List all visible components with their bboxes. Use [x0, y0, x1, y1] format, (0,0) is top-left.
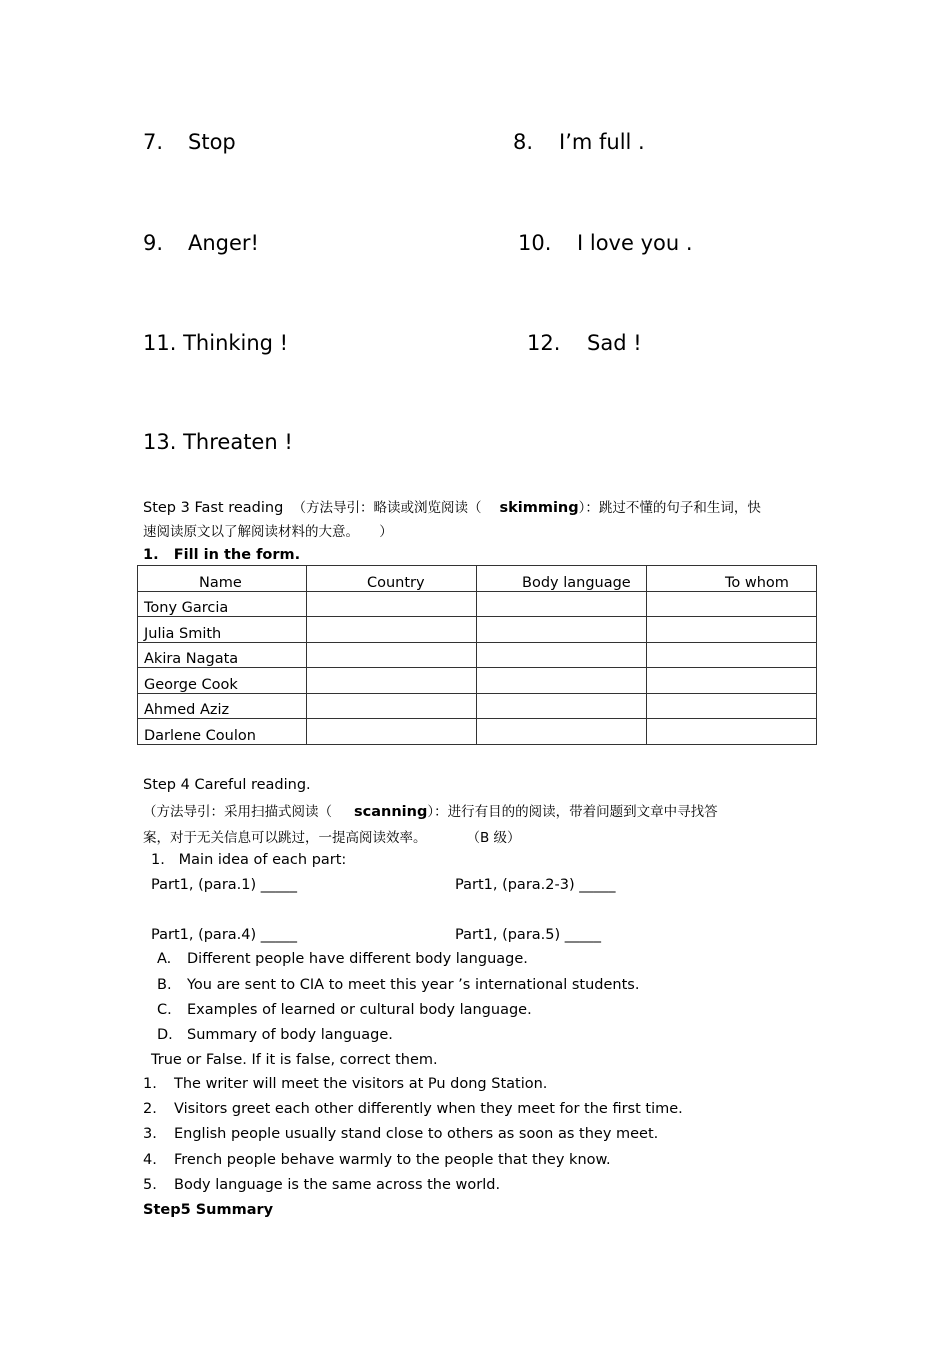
table-row [138, 642, 817, 668]
country-cell[interactable] [307, 693, 477, 719]
fill-form-task: 1. Fill in the form. [143, 547, 301, 563]
main-idea-task: 1. Main idea of each part: [151, 852, 347, 868]
option-item: B. You are sent to CIA to meet this year ’s international students. [157, 977, 640, 993]
header-country: Country [307, 566, 477, 592]
to-whom-cell[interactable] [647, 617, 817, 643]
fill-in-form-table [137, 565, 817, 745]
body-language-cell[interactable] [477, 668, 647, 694]
body-language-cell[interactable] [477, 642, 647, 668]
country-cell[interactable] [307, 642, 477, 668]
name-cell: Darlene Coulon [138, 719, 307, 745]
to-whom-cell[interactable] [647, 642, 817, 668]
emotion-item: 8. I’m full . [513, 130, 645, 154]
part-blank[interactable]: Part1, (para.2-3) _____ [455, 877, 616, 893]
tf-item: 3. English people usually stand close to others as soon as they meet. [143, 1126, 659, 1142]
table-row [138, 668, 817, 694]
tf-item: 4. French people behave warmly to the people that they know. [143, 1152, 611, 1168]
level-label: （B 级） [466, 830, 521, 846]
table-row [138, 591, 817, 617]
name-cell: Tony Garcia [138, 591, 307, 617]
header-to-whom: To whom [647, 566, 817, 592]
step4-heading: Step 4 Careful reading. [143, 777, 311, 793]
body-language-cell[interactable] [477, 719, 647, 745]
step3-heading: Step 3 Fast reading （方法导引：略读或浏览阅读（ skimming）：跳过不懂的句子和生词，快 [143, 500, 761, 516]
body-language-cell[interactable] [477, 693, 647, 719]
body-language-cell[interactable] [477, 591, 647, 617]
body-language-cell[interactable] [477, 617, 647, 643]
emotion-item: 11. Thinking ! [143, 331, 289, 355]
table-row [138, 693, 817, 719]
option-item: C. Examples of learned or cultural body language. [157, 1002, 532, 1018]
tf-item: 1. The writer will meet the visitors at Pu dong Station. [143, 1076, 548, 1092]
emotion-item: 13. Threaten ! [143, 430, 293, 454]
emotion-item: 12. Sad ! [527, 331, 642, 355]
option-item: D. Summary of body language. [157, 1027, 393, 1043]
step4-guide-line2: 案，对于无关信息可以跳过，一提高阅读效率。 （B 级） [143, 830, 521, 846]
step5-heading: Step5 Summary [143, 1202, 274, 1218]
tf-item: 5. Body language is the same across the world. [143, 1177, 501, 1193]
tf-item: 2. Visitors greet each other differently when they meet for the first time. [143, 1101, 683, 1117]
to-whom-cell[interactable] [647, 668, 817, 694]
emotion-item: 7. Stop [143, 130, 236, 154]
true-false-heading: True or False. If it is false, correct them. [151, 1052, 438, 1068]
to-whom-cell[interactable] [647, 591, 817, 617]
to-whom-cell[interactable] [647, 719, 817, 745]
table-row [138, 719, 817, 745]
step3-guide-line2: 速阅读原文以了解阅读材料的大意。 ） [143, 524, 393, 540]
name-cell: George Cook [138, 668, 307, 694]
country-cell[interactable] [307, 617, 477, 643]
name-cell: Julia Smith [138, 617, 307, 643]
table-header-row [138, 566, 817, 592]
part-blank[interactable]: Part1, (para.1) _____ [151, 877, 298, 893]
country-cell[interactable] [307, 719, 477, 745]
country-cell[interactable] [307, 668, 477, 694]
step4-guide-line1: （方法导引：采用扫描式阅读（ scanning）：进行有目的的阅读，带着问题到文章中寻找答 [143, 804, 718, 820]
option-item: A. Different people have different body language. [157, 951, 528, 967]
emotion-item: 9. Anger! [143, 231, 259, 255]
header-name: Name [138, 566, 307, 592]
name-cell: Ahmed Aziz [138, 693, 307, 719]
name-cell: Akira Nagata [138, 642, 307, 668]
part-blank[interactable]: Part1, (para.5) _____ [455, 927, 602, 943]
to-whom-cell[interactable] [647, 693, 817, 719]
part-blank[interactable]: Part1, (para.4) _____ [151, 927, 298, 943]
country-cell[interactable] [307, 591, 477, 617]
header-body-language: Body language [477, 566, 647, 592]
table-row [138, 617, 817, 643]
emotion-item: 10. I love you . [518, 231, 693, 255]
